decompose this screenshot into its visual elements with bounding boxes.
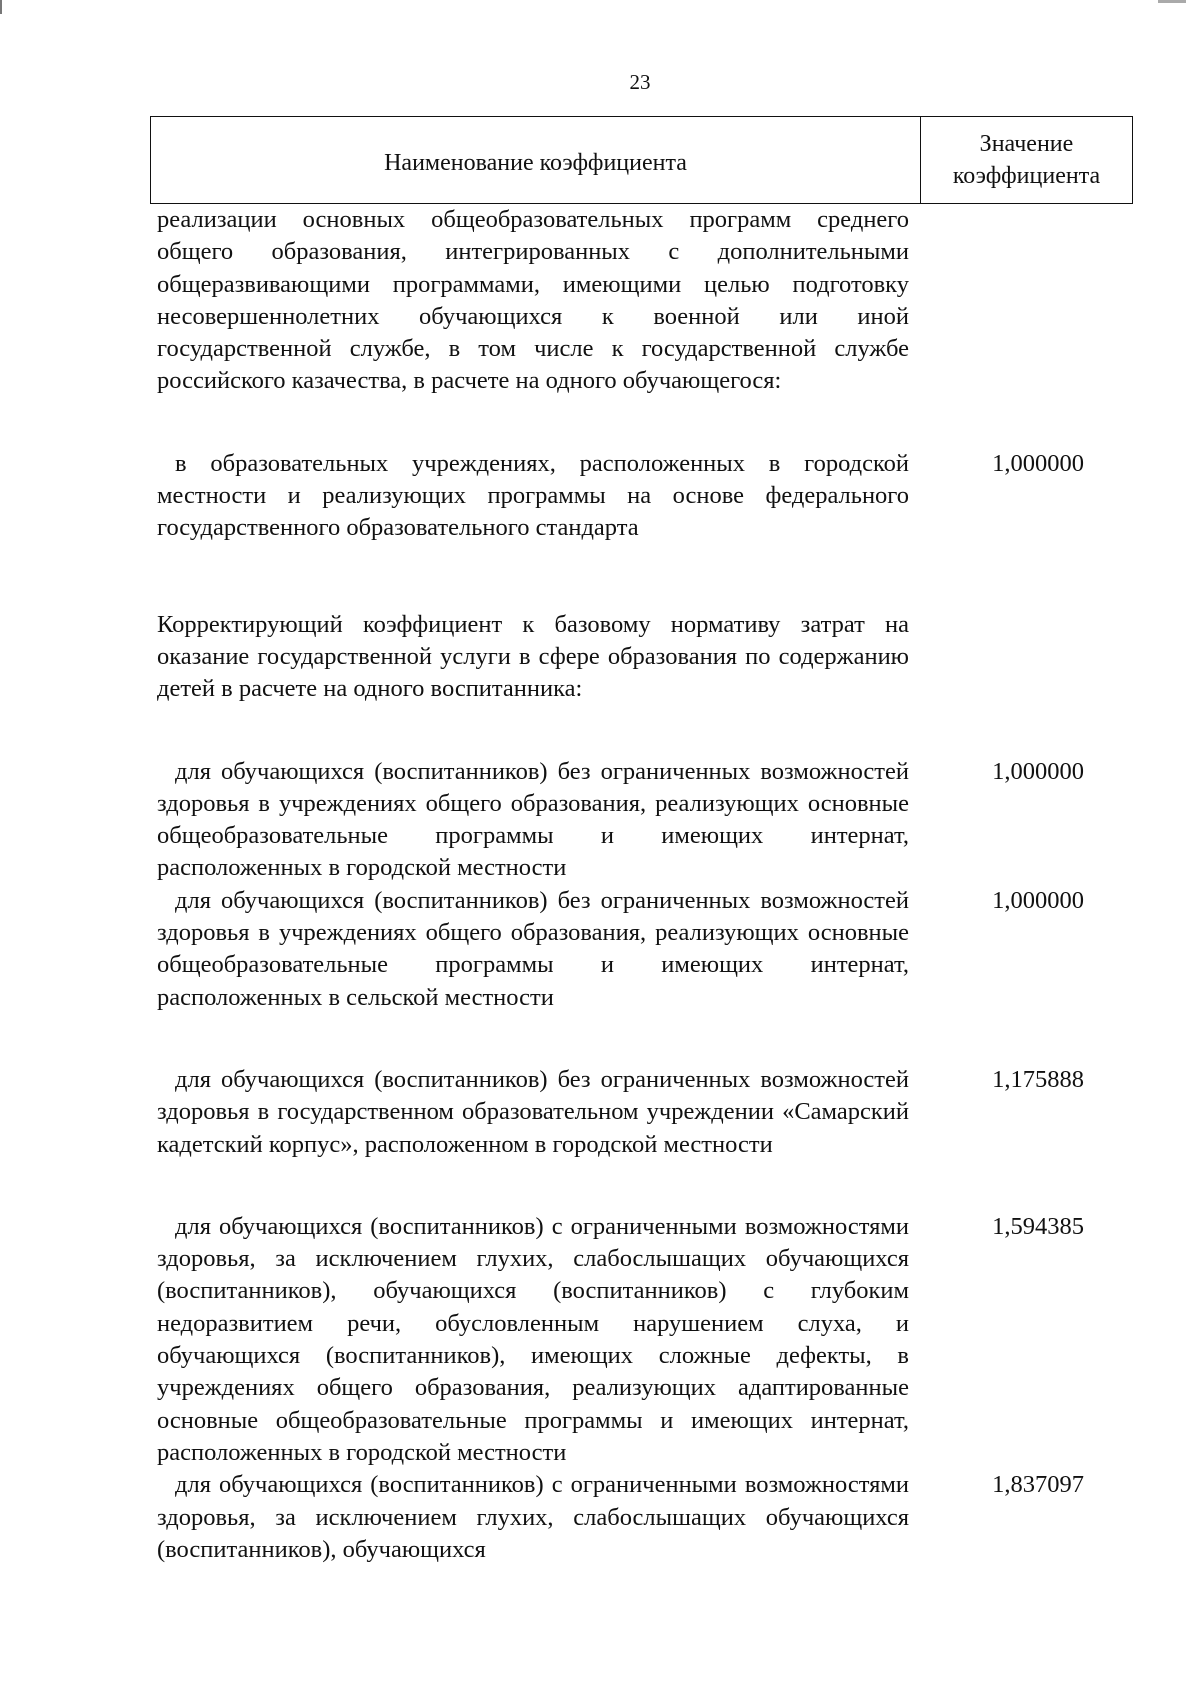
table-row	[157, 756, 1137, 885]
table-row	[157, 1064, 1137, 1161]
table-body	[157, 204, 1137, 1566]
scan-corner-mark	[1158, 0, 1186, 3]
scan-edge-mark	[0, 0, 2, 14]
coefficient-value: 1,594385	[992, 1212, 1084, 1240]
column-header-name: Наименование коэффициента	[151, 117, 921, 203]
row-description: для обучающихся (воспитанников) с ограниченными возможностями здоровья, за исключением глухих, слабослышащих обучающихся (воспитанников), обучающихся	[157, 1471, 909, 1563]
row-description: для обучающихся (воспитанников) без ограниченных возможностей здоровья в учреждениях общего образования, реализующих основные общеобразовательные программы и имеющих интернат, расположенных в сельской местности	[157, 886, 909, 1011]
row-description: для обучающихся (воспитанников) без ограниченных возможностей здоровья в государственном образовательном учреждении «Самарский кадетский корпус», расположенном в городской местности	[157, 1065, 909, 1158]
row-description: для обучающихся (воспитанников) без ограниченных возможностей здоровья в учреждениях общего образования, реализующих основные общеобразовательные программы и имеющих интернат, расположенных в городской местности	[157, 757, 909, 882]
coefficient-value: 1,000000	[992, 449, 1084, 477]
column-header-value: Значение коэффициента	[952, 131, 1101, 189]
row-description: для обучающихся (воспитанников) с ограниченными возможностями здоровья, за исключением глухих, слабослышащих обучающихся (воспитанников), обучающихся (воспитанников) с глубоким недоразвитием речи, обусловленным нарушением слуха, и обучающихся (воспитанников), имеющих сложные дефекты, в учреждениях общего образования, реализующих адаптированные основные общеобразовательные программы и имеющих интернат, расположенных в городской местности	[157, 1212, 909, 1466]
row-description: в образовательных учреждениях, расположенных в городской местности и реализующих программы на основе федерального государственного образовательного стандарта	[157, 449, 909, 542]
coefficient-value: 1,000000	[992, 757, 1084, 785]
coefficient-value: 1,837097	[992, 1471, 1084, 1499]
table-row	[157, 1211, 1137, 1469]
coefficient-value: 1,000000	[992, 886, 1084, 914]
section-heading-row	[157, 609, 1137, 706]
coefficient-value: 1,175888	[992, 1065, 1084, 1093]
intro-continuation-text: реализации основных общеобразовательных программ среднего общего образования, интегрированных с дополнительными общеразвивающими программами, имеющими целью подготовку несовершеннолетних обучающихся к военной или иной государственной службе, в том числе к государственной службе российского казачества, в расчете на одного обучающегося:	[157, 206, 909, 395]
page-number: 23	[629, 70, 651, 94]
table-row	[157, 885, 1137, 1014]
table-header	[150, 116, 1133, 204]
section-heading: Корректирующий коэффициент к базовому нормативу затрат на оказание государственной услуги в сфере образования по содержанию детей в расчете на одного воспитанника:	[157, 610, 909, 703]
table-row	[157, 204, 1137, 398]
table-row	[157, 448, 1137, 545]
table-row	[157, 1469, 1137, 1566]
